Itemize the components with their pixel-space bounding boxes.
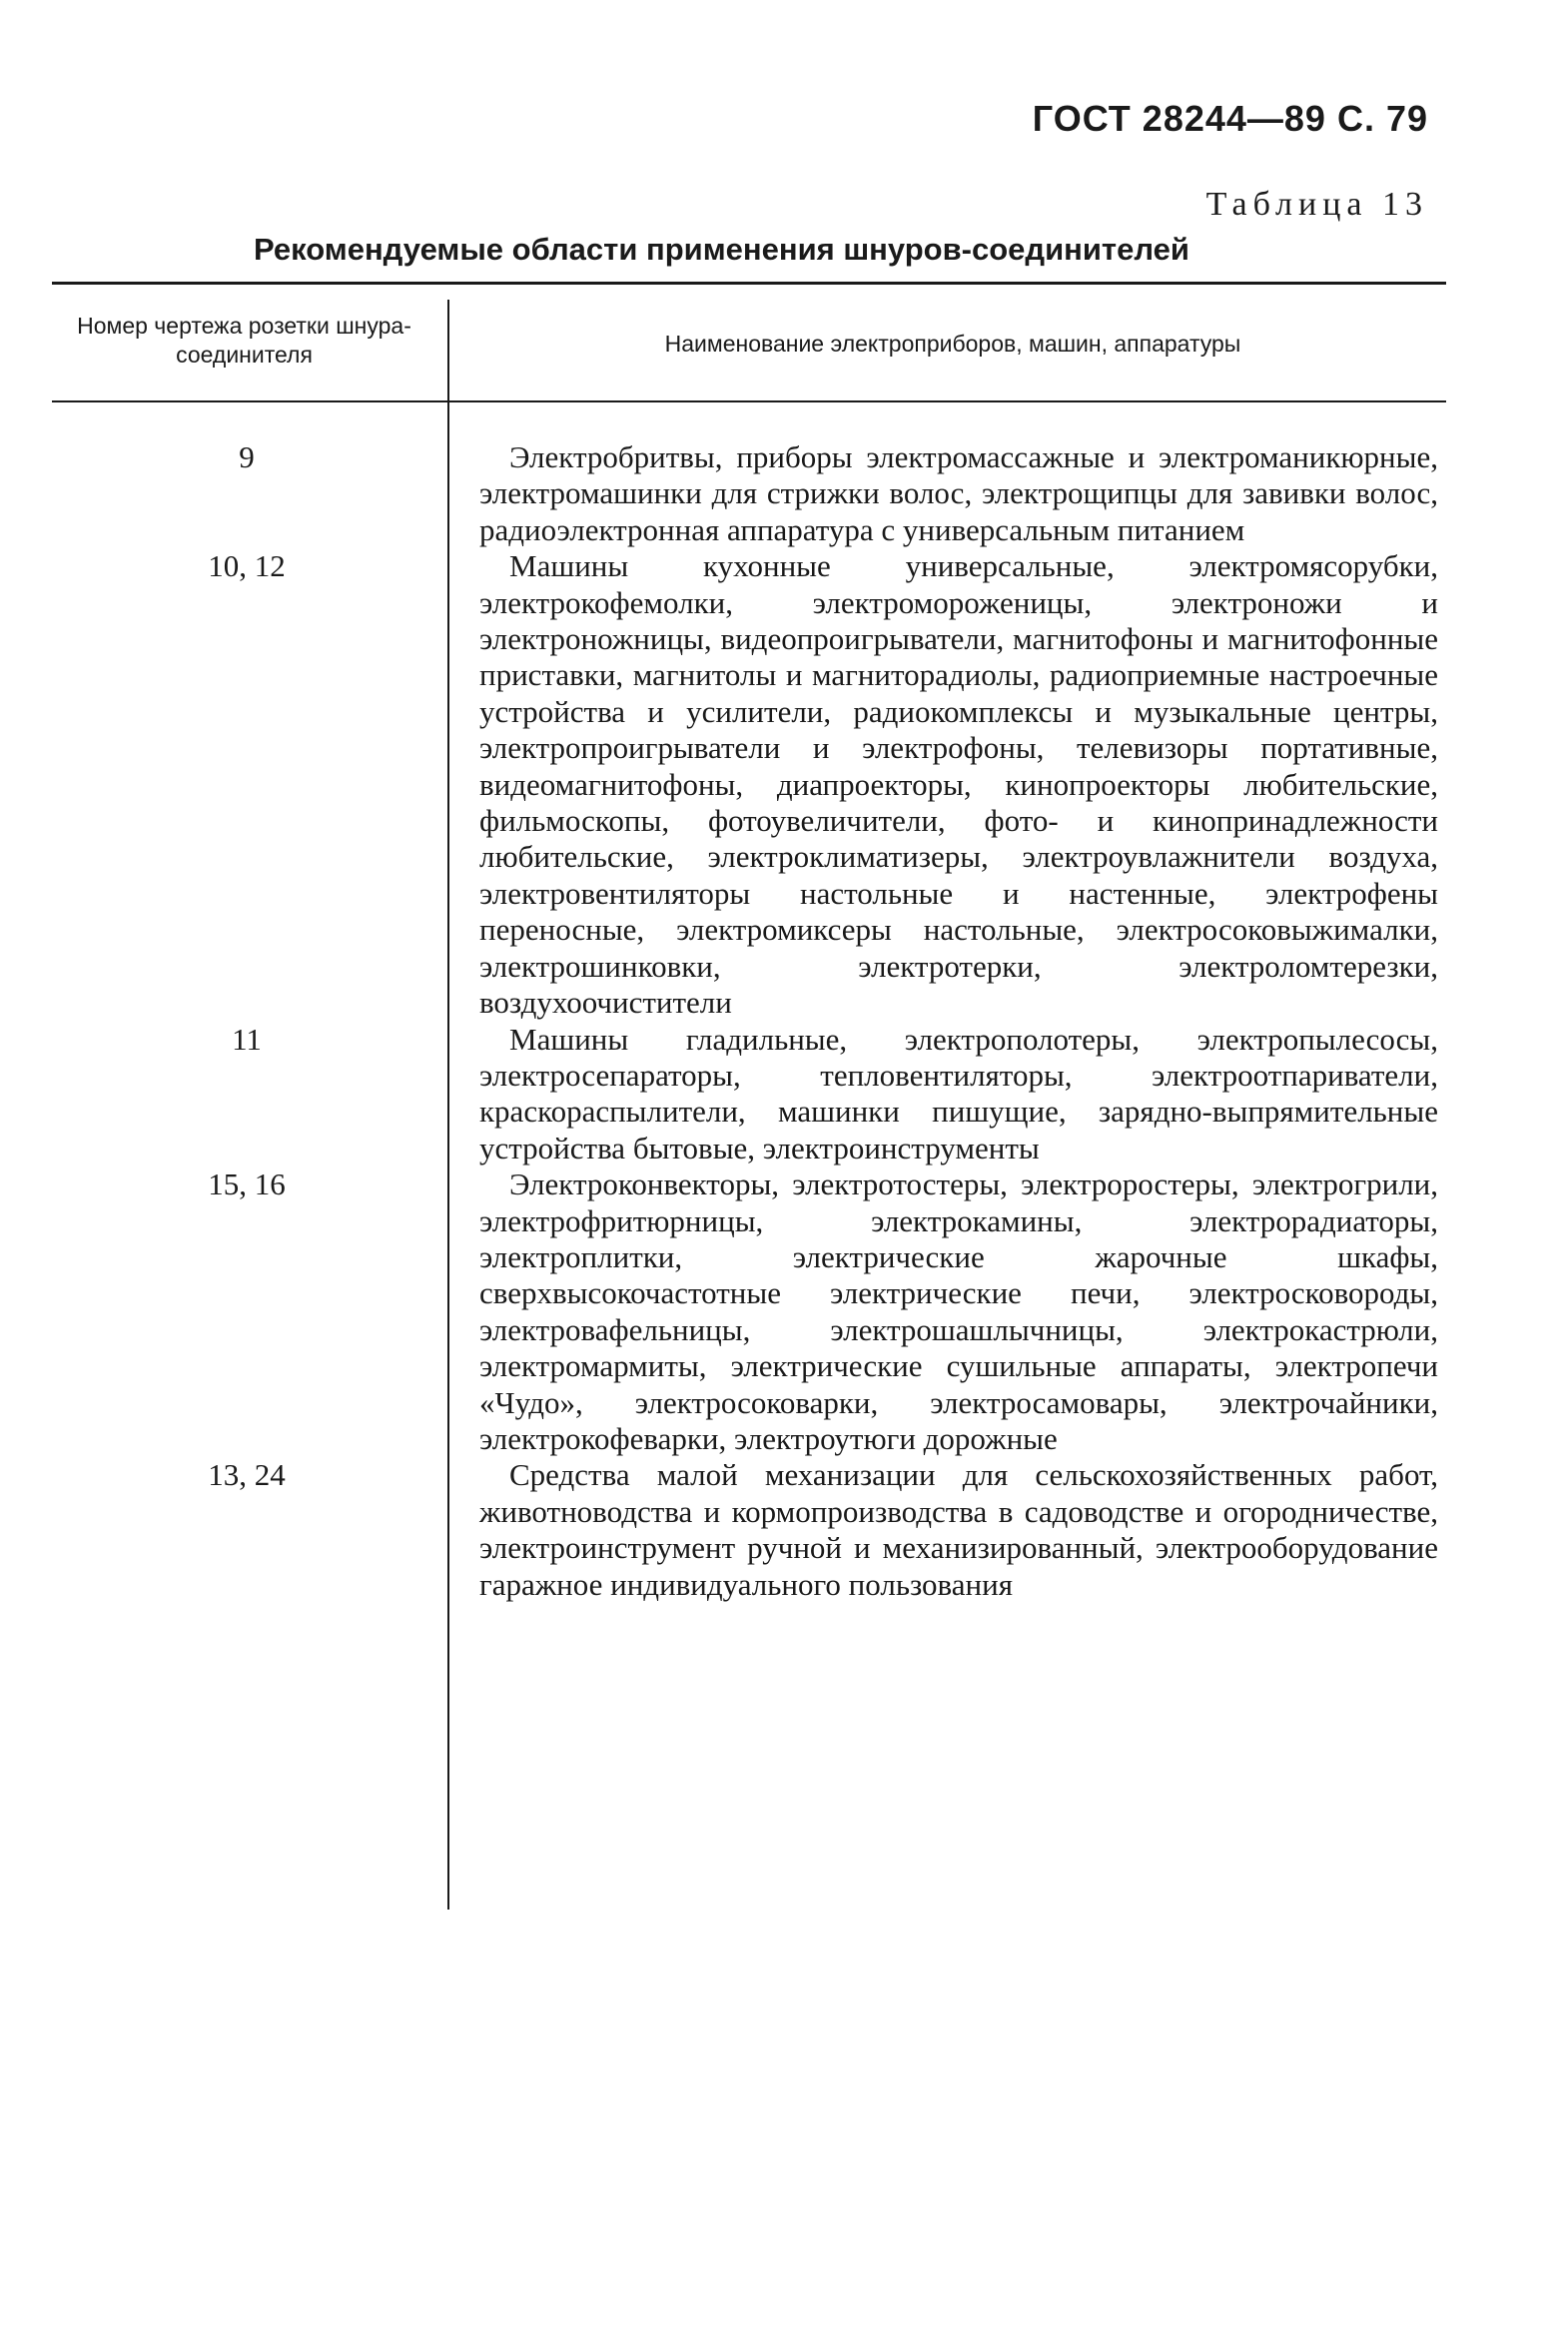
table-row	[52, 1457, 1446, 1603]
drawing-number-cell: 13, 24	[208, 1457, 286, 1493]
drawing-number-cell: 10, 12	[208, 548, 286, 584]
drawing-number-cell: 15, 16	[208, 1166, 286, 1202]
table-row	[52, 1022, 1446, 1167]
table-body	[52, 439, 1446, 1603]
appliances-cell: Машины гладильные, электрополотеры, электропылесосы, электросепараторы, тепловентиляторы, электроотпариватели, краскораспылители, машинки пишущие, зарядно-выпрямительные устройства бытовые, электроинструменты	[479, 1021, 1438, 1165]
column-header-drawing-number: Номер чертежа розетки шнура-соединителя	[77, 313, 411, 368]
table-row	[52, 439, 1446, 548]
table-row	[52, 548, 1446, 1021]
table-row	[52, 1166, 1446, 1457]
page-header: ГОСТ 28244—89 С. 79	[1032, 98, 1428, 139]
appliances-cell: Средства малой механизации для сельскохозяйственных работ, животноводства и кормопроизводства в садоводстве и огородничестве, электроинструмент ручной и механизированный, электрооборудование гаражное индивидуального пользования	[479, 1457, 1438, 1602]
appliances-cell: Электробритвы, приборы электромассажные и электроманикюрные, электромашинки для стрижки волос, электрощипцы для завивки волос, радиоэлектронная аппаратура с универсальным питанием	[479, 439, 1438, 547]
table-title: Рекомендуемые области применения шнуров-соединителей	[254, 232, 1189, 267]
table-top-rule	[52, 282, 1446, 285]
table-header-rule	[52, 400, 1446, 402]
appliances-cell: Электроконвекторы, электротостеры, электроростеры, электрогрили, электрофритюрницы, электрокамины, электрорадиаторы, электроплитки, электрические жарочные шкафы, сверхвысокочастотные электрические печи, электросковороды, электровафельницы, электрошашлычницы, электрокастрюли, электромармиты, электрические сушильные аппараты, электропечи «Чудо», электросоковарки, электросамовары, электрочайники, электрокофеварки, электроутюги дорожные	[479, 1166, 1438, 1456]
drawing-number-cell: 9	[239, 439, 255, 474]
table-number: Таблица 13	[1205, 186, 1428, 223]
drawing-number-cell: 11	[232, 1021, 262, 1057]
column-header-appliances: Наименование электроприборов, машин, аппаратуры	[664, 331, 1241, 357]
appliances-cell: Машины кухонные универсальные, электромясорубки, электрокофемолки, электромороженицы, электроножи и электроножницы, видеопроигрыватели, магнитофоны и магнитофонные приставки, магнитолы и магниторадиолы, радиоприемные настроечные устройства и усилители, радиокомплексы и музыкальные центры, электропроигрыватели и электрофоны, телевизоры портативные, видеомагнитофоны, диапроекторы, кинопроекторы любительские, фильмоскопы, фотоувеличители, фото- и кинопринадлежности любительские, электроклиматизеры, электроувлажнители воздуха, электровентиляторы настольные и настенные, электрофены переносные, электромиксеры настольные, электросоковыжималки, электрошинковки, электротерки, электроломтерезки, воздухоочистители	[479, 548, 1438, 1021]
